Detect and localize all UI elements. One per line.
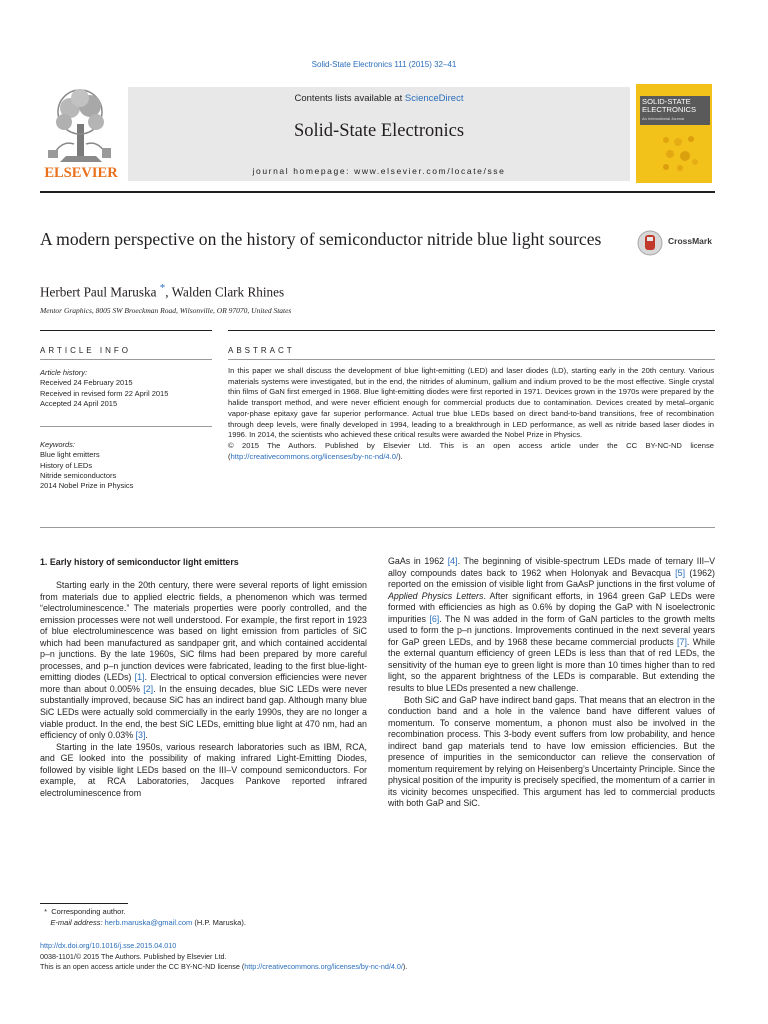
abstract-body <box>228 366 714 462</box>
citation-ref[interactable]: [3] <box>135 730 146 741</box>
info-divider <box>40 426 212 427</box>
accepted-date: Accepted 24 April 2015 <box>40 398 118 408</box>
elsevier-wordmark: ELSEVIER <box>44 165 118 181</box>
contents-line <box>128 93 630 104</box>
author-1[interactable]: Herbert Paul Maruska <box>40 284 157 300</box>
footnote-rule <box>40 903 128 904</box>
author-2[interactable]: Walden Clark Rhines <box>171 284 285 300</box>
article-title: A modern perspective on the history of semiconductor nitride blue light sources <box>40 229 602 249</box>
article-info-subrule <box>40 359 212 360</box>
email-link[interactable]: herb.maruska@gmail.com <box>104 918 193 927</box>
paragraph-text: (1962) reported on the emission of visible light from GaAsP junctions in the first volume of <box>388 567 715 590</box>
journal-name: Solid-State Electronics <box>293 121 465 141</box>
paragraph-text: . After significant efforts, in 1964 green GaP LEDs were formed with efficiencies as high as 0.6% by doping the GaP with N isoelectronic impurities <box>388 590 715 624</box>
copyright-text: © 2015 The Authors. Published by Elsevier Ltd. This is an open access article under the CC BY-NC-ND license ( <box>228 440 714 461</box>
body-column-left <box>40 580 367 799</box>
cover-pattern-icon <box>658 132 700 172</box>
abstract-subrule <box>228 359 715 360</box>
crossmark-icon <box>637 230 663 256</box>
citation-ref[interactable]: [5] <box>675 567 686 578</box>
body-column-right <box>388 556 715 810</box>
body-paragraph: Both SiC and GaP have indirect band gaps. That means that an electron in the conduction band and a hole in the valence band have different values of momentum. To conserve momentum, a phonon must also be involved in the recombination process. This 3-body event suffers from low probability, and hence indirect band gap materials tend to have low emission efficiencies. But the presence of impurities in the semiconductor can relieve the conservation of momentum requirement by relying on Heisenberg’s Uncertainty Principle. Since the physical position of the impurity is precisely specified, the momentum of a carrier in its vicinity becomes unspecified. This argument has led to commercial products with both GaP and SiC. <box>388 694 715 809</box>
journal-header <box>40 84 715 184</box>
paragraph-text: . Electrical to optical conversion efficiencies were never more than about 0.005% <box>40 672 367 694</box>
citation-ref[interactable]: [4] <box>447 556 458 566</box>
abstract-heading: ABSTRACT <box>228 346 295 355</box>
keywords <box>40 440 210 491</box>
article-info-rule <box>40 330 212 331</box>
open-access-line <box>40 962 407 973</box>
oa-text: This is an open access article under the CC BY-NC-ND license ( <box>40 962 245 971</box>
article-info-heading: ARTICLE INFO <box>40 346 131 355</box>
footnote-mark: * <box>44 907 48 916</box>
abstract-bottom-rule <box>40 527 715 528</box>
history-label: Article history: <box>40 368 88 377</box>
journal-citation[interactable]: Solid-State Electronics 111 (2015) 32–41 <box>311 60 457 69</box>
cover-title <box>640 96 710 125</box>
sciencedirect-link[interactable]: ScienceDirect <box>404 93 464 104</box>
cover-title-text: SOLID-STATE ELECTRONICS <box>642 97 697 114</box>
issn-line: 0038-1101/© 2015 The Authors. Published by Elsevier Ltd. <box>40 951 227 961</box>
corresponding-mark[interactable]: * <box>159 282 166 294</box>
footnote-text: Corresponding author. <box>51 907 126 916</box>
paragraph-text: . The beginning of visible-spectrum LEDs made of ternary III–V alloy compounds dates back to 1962 when Holonyak and Bevacqua <box>388 556 715 578</box>
body-paragraph <box>388 556 715 695</box>
citation-ref[interactable]: [7] <box>677 636 687 647</box>
revised-date: Received in revised form 22 April 2015 <box>40 388 169 398</box>
crossmark-label: CrossMark <box>668 236 712 246</box>
oa-suffix: ). <box>402 962 408 971</box>
body-paragraph: Starting in the late 1950s, various research laboratories such as IBM, RCA, and GE looked into the possibility of making infrared Light-Emitting Diodes, followed by visible light LEDs based on the III–V compound semiconductors. For example, at RCA Laboratories, Jacques Pankove reported infrared electroluminescence from <box>40 741 367 798</box>
paragraph-text: . In the ensuing decades, blue SiC LEDs were never substantially improved, because SiC has an indirect band gap. Although many blue SiC LEDs were actually sold commercially in the early 1990s, they are no longer a viable product. In the end, the best SiC LEDs, emitting blue light at 470 nm, had an efficiency of only 0.03% <box>40 683 367 741</box>
keywords-label: Keywords: <box>40 440 76 449</box>
abstract-copyright <box>228 441 714 462</box>
author-separator: , <box>165 284 172 300</box>
article-footer <box>40 941 407 973</box>
abstract-rule <box>228 330 715 331</box>
header-rule <box>40 191 715 193</box>
received-date: Received 24 February 2015 <box>40 378 133 388</box>
elsevier-logo[interactable] <box>40 84 122 182</box>
article-history <box>40 368 210 409</box>
journal-cover-thumbnail[interactable] <box>636 84 712 183</box>
citation-ref[interactable]: [1] <box>134 672 145 683</box>
keyword-item: Blue light emitters <box>40 450 100 460</box>
authors <box>40 282 284 300</box>
contents-text: Contents lists available at <box>294 93 405 104</box>
cover-subtitle: An International Journal <box>642 116 685 121</box>
keyword-item: History of LEDs <box>40 460 93 470</box>
doi-link[interactable]: http://dx.doi.org/10.1016/j.sse.2015.04.010 <box>40 941 177 950</box>
oa-license-link[interactable]: http://creativecommons.org/licenses/by-nc-nd/4.0/ <box>244 962 403 971</box>
journal-homepage[interactable]: journal homepage: www.elsevier.com/locate/sse <box>252 166 506 176</box>
abstract-text: In this paper we shall discuss the development of blue light-emitting (LED) and laser diodes (LD), starting early in the 20th century. Various materials systems were investigated, but in the end, the nitrides of aluminum, gallium and indium proved to be the most effective. Single crystal thin films of GaN first emerged in 1968. Blue light-emitting diodes were first reported in 1971. Devices grown in the 1970s were prepared by the halide transport method, and were never efficient enough for commercial products due to contamination. Devices created by metal–organic vapor-phase epitaxy gave far superior performance. Actual true blue LEDs based on direct band-to-band transitions, free of recombination through deep levels, were finally developed in 1994, leading to a breakthrough in LED performance, as well as nitride based laser diodes in 1996. In 2014, the scientists who achieved these critical results were awarded the Nobel Prize in Physics. <box>228 366 714 440</box>
email-suffix: (H.P. Maruska). <box>192 918 246 927</box>
elsevier-tree-icon <box>40 84 122 182</box>
keyword-item: Nitride semiconductors <box>40 470 117 480</box>
paragraph-text: GaAs in 1962 <box>388 556 448 566</box>
paragraph-text: . While the external quantum efficiency of green LEDs is less than that of red LEDs, the sensitivity of the human eye to green light is more than 10 times higher than to red light, so the apparent brightness of the LEDs is comparable. But extending the results to blue LEDs presented a new challenge. <box>388 636 715 694</box>
citation-ref[interactable]: [2] <box>143 683 154 694</box>
affiliation: Mentor Graphics, 8005 SW Broeckman Road, Wilsonville, OR 97070, United States <box>40 306 292 315</box>
paragraph-text: . The N was added in the form of GaN particles to the growth melts used to form the p–n junctions. Improvements continued in the next several years for GaP green LEDs, and by 1968 these became commercial products <box>388 613 715 647</box>
footnote <box>40 906 246 928</box>
keyword-item: 2014 Nobel Prize in Physics <box>40 481 134 491</box>
paragraph-text: Starting early in the 20th century, there were several reports of light emission from materials due to applied electric fields, a phenomenon which was termed “electroluminescence.” The materials properties were poorly controlled, and the emission processes were not well understood. For example, the first report in 1923 of blue electroluminescence was based on light emission from particles of SiC which had been manufactured as sandpaper grit, and which contained accidental p–n junctions. By the late 1960s, SiC films had been prepared by more careful processes, and p–n junction devices were fabricated, leading to the first blue-light-emitting diodes (LEDs) <box>40 580 367 683</box>
license-link[interactable]: http://creativecommons.org/licenses/by-nc-nd/4.0/ <box>230 451 399 461</box>
email-label: E-mail address: <box>50 918 103 927</box>
crossmark-badge[interactable] <box>637 230 737 254</box>
section-heading: 1. Early history of semiconductor light emitters <box>40 557 239 567</box>
citation-ref[interactable]: [6] <box>429 613 440 624</box>
footnote-corresponding <box>40 906 246 917</box>
paragraph-text: . <box>145 730 148 741</box>
journal-name-italic: Applied Physics Letters <box>388 590 484 601</box>
body-paragraph <box>40 580 367 742</box>
footnote-email <box>40 917 246 928</box>
copyright-suffix: ). <box>398 451 403 461</box>
